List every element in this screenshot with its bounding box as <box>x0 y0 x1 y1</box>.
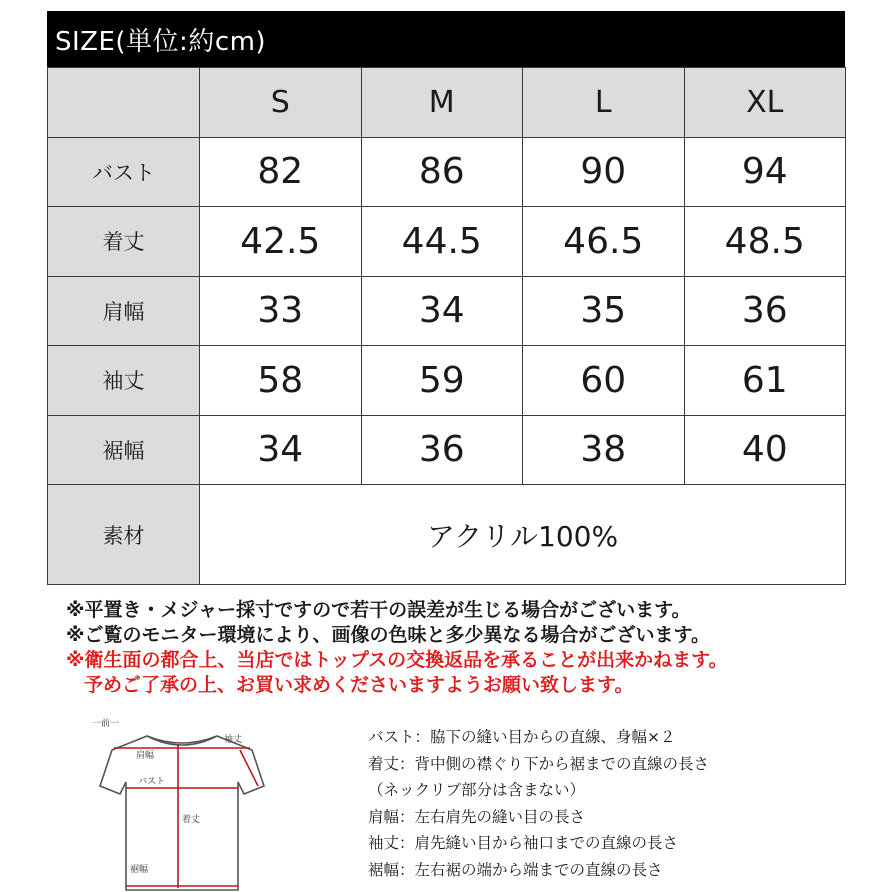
table-cell: 34 <box>361 276 523 346</box>
hem-label: 裾幅 <box>130 865 149 875</box>
size-header-l: L <box>523 68 685 138</box>
table-row <box>48 415 846 485</box>
measurement-legend <box>368 724 709 883</box>
table-cell: 58 <box>200 346 362 416</box>
legend-hem: 裾幅：左右裾の端から端までの直線の長さ <box>368 860 663 879</box>
length-label: 着丈 <box>182 815 201 825</box>
diagram-front-label: 一前一 <box>92 719 120 729</box>
legend-bust: バスト：脇下の縫い目からの直線、身幅×２ <box>368 728 676 746</box>
table-cell: 42.5 <box>200 207 362 277</box>
legend-length-note: （ネックリブ部分は含まない） <box>368 781 586 799</box>
table-cell: 59 <box>361 346 523 416</box>
table-row <box>48 346 846 416</box>
table-cell: 94 <box>684 137 846 207</box>
row-label-shoulder: 肩幅 <box>48 276 200 346</box>
bust-label: バスト <box>138 777 166 787</box>
material-value: アクリル100% <box>200 485 846 585</box>
table-cell: 61 <box>684 346 846 416</box>
table-cell: 44.5 <box>361 207 523 277</box>
table-cell: 46.5 <box>523 207 685 277</box>
legend-sleeve: 袖丈：肩先縫い目から袖口までの直線の長さ <box>368 834 679 852</box>
table-row <box>48 207 846 277</box>
size-header-m: M <box>361 68 523 138</box>
size-chart-title: SIZE(単位:約cm) <box>47 11 845 67</box>
note-monitor: ※ご覧のモニター環境により、画像の色味と多少異なる場合がございます。 <box>66 624 710 646</box>
tshirt-diagram <box>92 714 272 892</box>
table-cell: 48.5 <box>684 207 846 277</box>
notes <box>66 598 728 698</box>
shoulder-label: 肩幅 <box>136 751 155 761</box>
row-label-sleeve: 袖丈 <box>48 346 200 416</box>
row-label-bust: バスト <box>48 137 200 207</box>
material-row <box>48 485 846 585</box>
table-row <box>48 137 846 207</box>
note-measurement: ※平置き・メジャー採寸ですので若干の誤差が生じる場合がございます。 <box>66 599 691 621</box>
corner-cell <box>48 68 200 138</box>
table-row <box>48 276 846 346</box>
size-header-row <box>48 68 846 138</box>
table-cell: 90 <box>523 137 685 207</box>
table-cell: 36 <box>361 415 523 485</box>
size-header-xl: XL <box>684 68 846 138</box>
table-cell: 60 <box>523 346 685 416</box>
legend-length: 着丈：背中側の襟ぐり下から裾までの直線の長さ <box>368 754 710 773</box>
note-no-returns: ※衛生面の都合上、当店ではトップスの交換返品を承ることが出来かねます。 <box>66 649 728 671</box>
table-cell: 36 <box>684 276 846 346</box>
size-header-s: S <box>200 68 362 138</box>
table-cell: 38 <box>523 415 685 485</box>
table-cell: 34 <box>200 415 362 485</box>
row-label-hem: 裾幅 <box>48 415 200 485</box>
sleeve-label: 袖丈 <box>224 735 243 745</box>
row-label-length: 着丈 <box>48 207 200 277</box>
table-cell: 40 <box>684 415 846 485</box>
table-cell: 33 <box>200 276 362 346</box>
note-acknowledge: 予めご了承の上、お買い求めくださいますようお願い致します。 <box>84 674 634 696</box>
size-table <box>47 67 846 585</box>
tshirt-outline <box>100 736 264 890</box>
row-label-material: 素材 <box>48 485 200 585</box>
legend-shoulder: 肩幅：左右肩先の縫い目の長さ <box>368 807 586 826</box>
table-cell: 86 <box>361 137 523 207</box>
table-cell: 35 <box>523 276 685 346</box>
table-cell: 82 <box>200 137 362 207</box>
